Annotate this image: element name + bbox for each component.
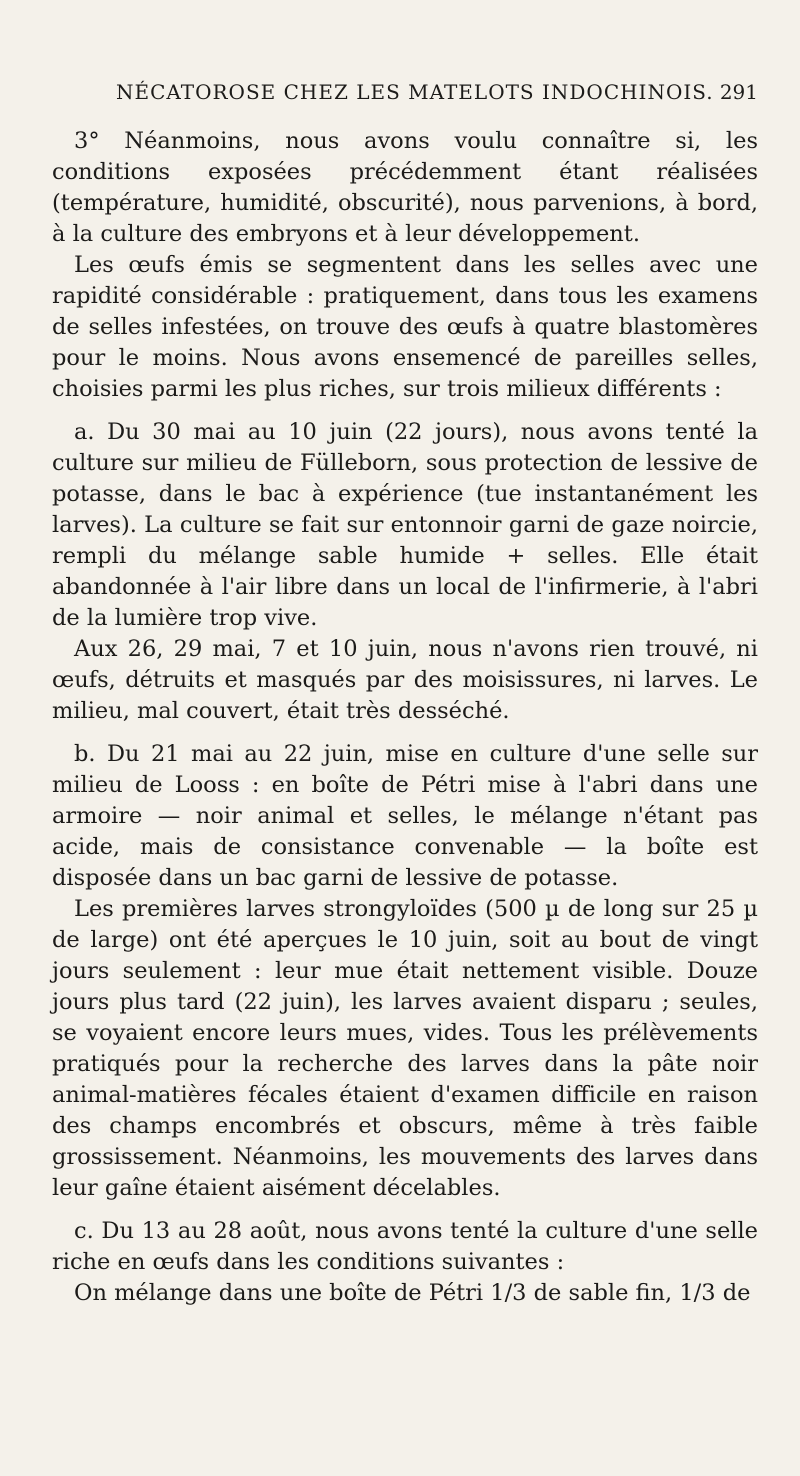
paragraph-a-results: Aux 26, 29 mai, 7 et 10 juin, nous n'avons rien trouvé, ni œufs, détruits et masqués par des moisissures, ni larves. Le milieu, mal couvert, était très desséché. [52,636,758,724]
paragraph-b-results: Les premières larves strongyloïdes (500 µ de long sur 25 µ de large) ont été aperçues le 10 juin, soit au bout de vingt jours seulement : leur mue était nettement visible. Douze jours plus tard (22 juin), les larves avaient disparu ; seules, se voyaient encore leurs mues, vides. Tous les prélèvements pratiqués pour la recherche des larves dans la pâte noir animal-matières fécales étaient d'examen difficile en raison des champs encombrés et obscurs, même à très faible grossissement. Néanmoins, les mouvements des larves dans leur gaîne étaient aisément décelables. [52,896,758,1201]
paragraph-c-culture: c. Du 13 au 28 août, nous avons tenté la culture d'une selle riche en œufs dans les conditions suivantes : [52,1218,758,1275]
running-header [116,80,758,104]
paragraph-c-method: On mélange dans une boîte de Pétri 1/3 de sable fin, 1/3 de [74,1280,751,1306]
paragraph-b-looss: b. Du 21 mai au 22 juin, mise en culture d'une selle sur milieu de Looss : en boîte de Pétri mise à l'abri dans une armoire — noir animal et selles, le mélange n'étant pas acide, mais de consistance convenable — la boîte est disposée dans un bac garni de lessive de potasse. [52,741,758,891]
page-number: 291 [719,80,758,104]
running-title: NÉCATOROSE CHEZ LES MATELOTS INDOCHINOIS. [116,80,714,104]
paragraph-3-intro: 3° Néanmoins, nous avons voulu connaître si, les conditions exposées précédemment étant réalisées (température, humidité, obscurité), nous parvenions, à bord, à la culture des embryons et à leur développement. [52,128,758,247]
paragraph-eggs: Les œufs émis se segmentent dans les selles avec une rapidité considérable : pratiquement, dans tous les examens de selles infestées, on trouve des œufs à quatre blastomères pour le moins. Nous avons ensemencé de pareilles selles, choisies parmi les plus riches, sur trois milieux différents : [52,252,758,402]
paragraph-a-fulleborn: a. Du 30 mai au 10 juin (22 jours), nous avons tenté la culture sur milieu de Fülleborn, sous protection de lessive de potasse, dans le bac à expérience (tue instantanément les larves). La culture se fait sur entonnoir garni de gaze noircie, rempli du mélange sable humide + selles. Elle était abandonnée à l'air libre dans un local de l'infirmerie, à l'abri de la lumière trop vive. [52,419,758,631]
